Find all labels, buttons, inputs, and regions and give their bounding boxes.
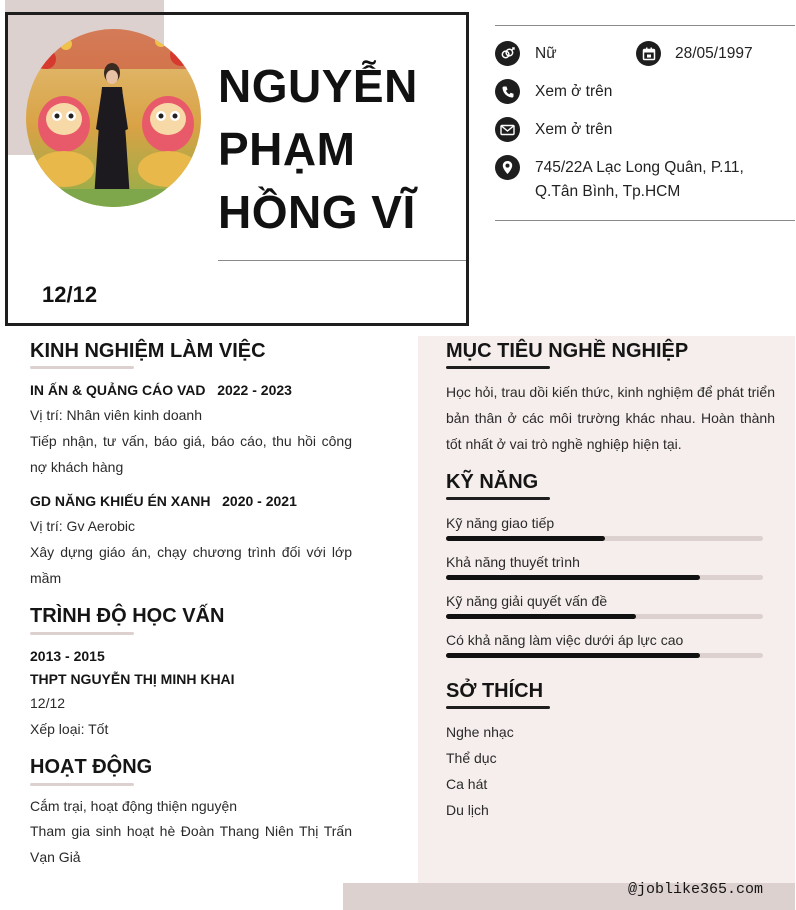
- footer-watermark: @joblike365.com: [628, 881, 764, 898]
- skill-bar-fill: [446, 653, 700, 658]
- calendar-icon: [636, 41, 661, 66]
- location-pin-icon: [495, 155, 520, 180]
- mail-icon: [495, 117, 520, 142]
- skill-bar: [446, 536, 763, 541]
- experience-title: KINH NGHIỆM LÀM VIỆC: [30, 340, 266, 362]
- address-value: [535, 156, 775, 204]
- job-2-company: GD NĂNG KHIẾU ÉN XANH: [30, 493, 211, 509]
- objective-title: MỤC TIÊU NGHỀ NGHIỆP: [446, 340, 689, 362]
- job-1-company: IN ẤN & QUẢNG CÁO VAD: [30, 382, 206, 398]
- job-1-description: Tiếp nhận, tư vấn, báo giá, báo cáo, thu hồi công nợ khách hàng: [30, 433, 352, 475]
- profile-photo-image: [26, 29, 201, 207]
- skills-title: KỸ NĂNG: [446, 471, 539, 493]
- skill-bar-fill: [446, 536, 605, 541]
- education-rank: Xếp loại: Tốt: [30, 721, 109, 737]
- hobbies-underline: [446, 706, 550, 709]
- email-value: Xem ở trên: [535, 121, 613, 138]
- education-school: THPT NGUYỄN THỊ MINH KHAI: [30, 671, 235, 687]
- name-line-3: HỒNG VĨ: [218, 186, 416, 238]
- gender-value: Nữ: [535, 45, 557, 62]
- education-title: TRÌNH ĐỘ HỌC VẤN: [30, 605, 225, 627]
- job-2-period: 2020 - 2021: [222, 493, 297, 509]
- name-line-2: PHẠM: [218, 123, 356, 175]
- skill-bar: [446, 614, 763, 619]
- job-2-description: Xây dựng giáo án, chạy chương trình đối với lớp mầm: [30, 544, 352, 586]
- activities-underline: [30, 783, 134, 786]
- contact-bottom-divider: [495, 220, 795, 221]
- name-line-1: NGUYỄN: [218, 60, 418, 112]
- address-line-2: Q.Tân Bình, Tp.HCM: [535, 183, 681, 200]
- objective-text: Học hỏi, trau dồi kiến thức, kinh nghiệm để phát triển bản thân ở các môi trường khác nhau. Hoàn thành tốt nhất ở vai trò nghề nghiệp hiện tại.: [446, 384, 775, 452]
- education-period: 2013 - 2015: [30, 648, 105, 664]
- education-grade: 12/12: [30, 695, 66, 711]
- experience-underline: [30, 366, 134, 369]
- phone-icon: [495, 79, 520, 104]
- job-1-header: [30, 382, 292, 398]
- objective-underline: [446, 366, 550, 369]
- job-1-position: Vị trí: Nhân viên kinh doanh: [30, 407, 202, 423]
- name-divider: [218, 260, 466, 261]
- skill-bar-fill: [446, 614, 636, 619]
- address-line-1: 745/22A Lạc Long Quân, P.11,: [535, 159, 744, 176]
- hobby-item: Nghe nhạc: [446, 724, 514, 740]
- profile-photo: [26, 29, 201, 207]
- job-2-position: Vị trí: Gv Aerobic: [30, 518, 136, 534]
- skill-name: Khả năng thuyết trình: [446, 554, 580, 570]
- skill-name: Kỹ năng giải quyết vấn đề: [446, 593, 608, 609]
- job-1-period: 2022 - 2023: [217, 382, 292, 398]
- skill-name: Có khả năng làm việc dưới áp lực cao: [446, 632, 684, 648]
- contact-top-divider: [495, 25, 795, 26]
- birthday-value: 28/05/1997: [675, 45, 753, 62]
- hobby-item: Thể dục: [446, 750, 497, 766]
- skill-bar: [446, 653, 763, 658]
- gender-icon: [495, 41, 520, 66]
- activities-title: HOẠT ĐỘNG: [30, 756, 153, 778]
- hobby-item: Ca hát: [446, 776, 488, 792]
- hobbies-title: SỞ THÍCH: [446, 680, 544, 702]
- activity-item: Tham gia sinh hoạt hè Đoàn Thang Niên Thị Trấn Vạn Giả: [30, 823, 352, 865]
- hobby-item: Du lịch: [446, 802, 489, 818]
- skill-bar: [446, 575, 763, 580]
- activity-item: Cắm trại, hoạt động thiện nguyện: [30, 798, 238, 814]
- skill-name: Kỹ năng giao tiếp: [446, 515, 555, 531]
- job-2-header: [30, 493, 297, 509]
- candidate-name: [218, 55, 463, 244]
- skills-underline: [446, 497, 550, 500]
- phone-value: Xem ở trên: [535, 83, 613, 100]
- short-date: 12/12: [42, 282, 98, 307]
- skill-bar-fill: [446, 575, 700, 580]
- education-underline: [30, 632, 134, 635]
